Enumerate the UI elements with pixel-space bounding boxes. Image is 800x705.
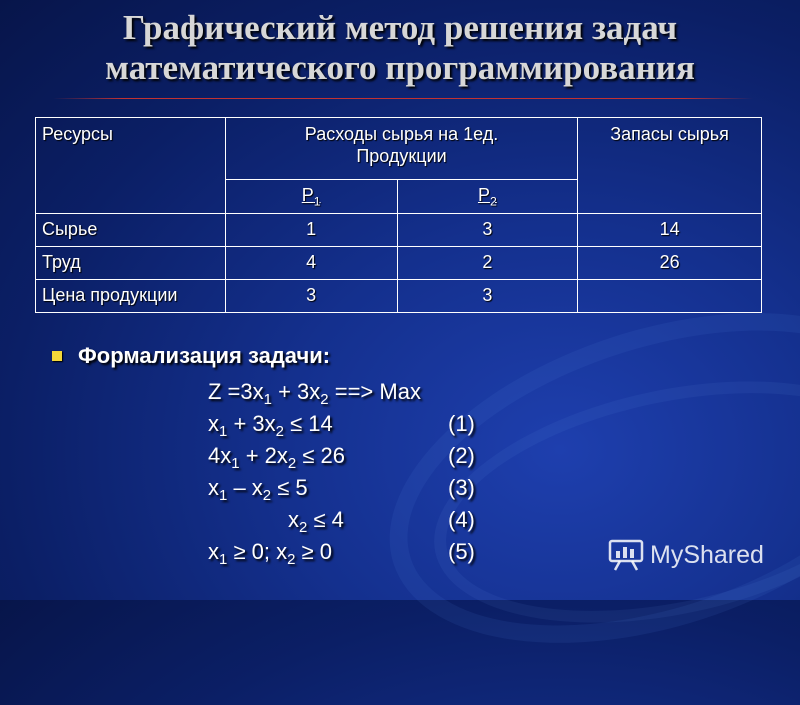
bullet-item xyxy=(52,343,330,369)
constraint-3: $x_1 - x_2 \le 5$ xyxy=(208,475,308,505)
constraint-5-number: (5) xyxy=(448,539,475,564)
constraint-1: $x_1 + 3x_2 \le 14$ xyxy=(208,411,333,441)
cell-p1: 4 xyxy=(225,247,397,280)
row-label: Сырье xyxy=(36,214,226,247)
header-costs xyxy=(225,118,577,180)
row-label: Труд xyxy=(36,247,226,280)
slide-title xyxy=(0,8,800,88)
header-p2: $P_2$ xyxy=(397,180,578,214)
cell-p1: 1 xyxy=(225,214,397,247)
title-line-2: математического программирования xyxy=(105,48,695,87)
title-divider xyxy=(53,98,753,99)
cell-stock xyxy=(578,280,762,313)
title-line-1: Графический метод решения задач xyxy=(122,8,678,47)
bullet-heading: Формализация задачи: xyxy=(78,343,331,368)
constraint-4-number: (4) xyxy=(448,507,475,532)
bullet-square-icon xyxy=(52,351,62,361)
table-row xyxy=(36,247,762,280)
presentation-board-icon xyxy=(608,538,644,572)
logo-text: MyShared xyxy=(650,540,764,569)
header-stock: Запасы сырья xyxy=(578,118,762,214)
cell-stock: 14 xyxy=(578,214,762,247)
cell-p2: 3 xyxy=(397,214,578,247)
row-label: Цена продукции xyxy=(36,280,226,313)
constraint-2: $4x_1 + 2x_2 \le 26$ xyxy=(208,443,345,473)
cell-p2: 2 xyxy=(397,247,578,280)
header-resources: Ресурсы xyxy=(36,118,226,214)
header-costs-line1: Расходы сырья на 1ед. xyxy=(304,124,499,144)
header-costs-line2: Продукции xyxy=(356,146,447,166)
table-row xyxy=(36,214,762,247)
table-row xyxy=(36,280,762,313)
cell-p1: 3 xyxy=(225,280,397,313)
resources-table xyxy=(35,117,762,313)
cell-stock: 26 xyxy=(578,247,762,280)
table-header-row xyxy=(36,118,762,180)
header-p1: $P_1$ xyxy=(225,180,397,214)
constraint-4: $x_2 \le 4$ xyxy=(288,507,344,537)
objective-function: $Z =3x_1 + 3x_2$ ==> Max xyxy=(208,379,421,409)
constraint-1-number: (1) xyxy=(448,411,475,436)
cell-p2: 3 xyxy=(397,280,578,313)
constraint-2-number: (2) xyxy=(448,443,475,468)
constraint-3-number: (3) xyxy=(448,475,475,500)
myshared-logo[interactable] xyxy=(608,538,764,572)
constraint-5: $x_1 \ge 0$; $x_2 \ge 0$ xyxy=(208,539,332,569)
